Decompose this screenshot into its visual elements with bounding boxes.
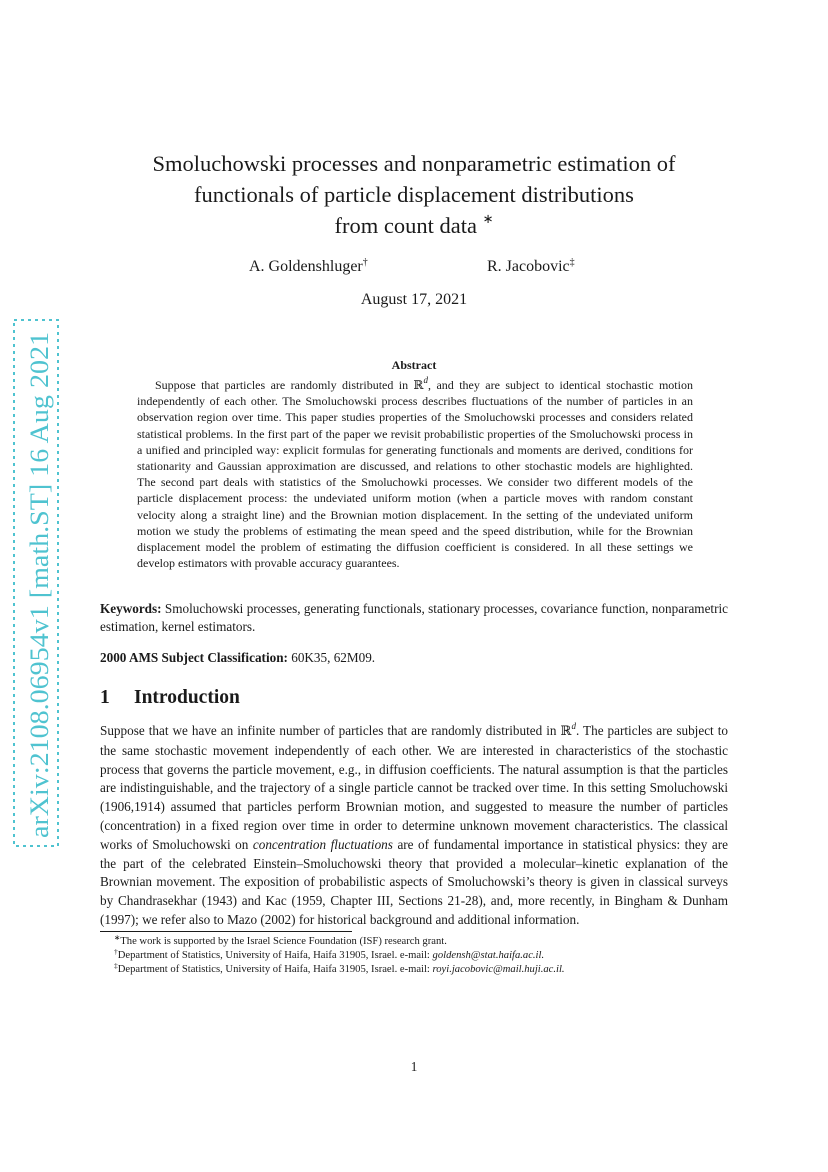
- arxiv-stamp-text: arXiv:2108.06954v1 [math.ST] 16 Aug 2021: [24, 359, 54, 838]
- footnote-mark: ‡: [114, 961, 118, 971]
- ams-classification: [100, 649, 728, 667]
- footnote-text: The work is supported by the Israel Science Foundation (ISF) research grant.: [120, 936, 447, 947]
- keywords: [100, 600, 728, 636]
- abstract-text-2: , and they are subject to identical stochastic motion independently of each other. The Smoluchowski process describes fluctuations of the number of particles in an observation region over time. This paper studies properties of the Smoluchowski processes and considers related statistical problems. In the first part of the paper we revisit probabilistic properties of the Smoluchowski process in a unified and principled way: explicit formulas for generating functionals and moments are derived, conditions for stationarity and Gaussian approximation are discussed, and relations to other stochastic models are highlighted. The second part deals with statistics of the Smoluchowki processes. We consider two different models of the particle displacement process: the undeviated uniform motion (when a particle moves with random constant velocity along a straight line) and the Brownian motion displacement. In the setting of the undeviated uniform motion we study the problems of estimating the mean speed and the speed distribution, while for the Brownian displacement model the problem of estimating the diffusion coefficient is considered. In all these settings we develop estimators with provable accuracy guarantees.: [137, 378, 693, 571]
- arxiv-stamp-graphic: [12, 318, 62, 848]
- intro-text-3: are of fundamental importance in statistical physics: they are the part of the celebrated Einstein–Smoluchowski theory that provided a molecular–kinetic explanation of the Brownian movement. The exposition of probabilistic aspects of Smoluchowski’s theory is given in classical surveys by Chandrasekhar (1943) and Kac (1959, Chapter III, Sections 21-28), and, more recently, in Bingham & Dunham (1997); we refer also to Mazo (2002) for historical background and additional information.: [100, 836, 728, 927]
- footnote-mark: †: [114, 947, 118, 957]
- footnote-email: goldensh@stat.haifa.ac.il.: [432, 950, 545, 962]
- title-line-3: [100, 210, 728, 241]
- section-number: 1: [100, 687, 110, 708]
- keywords-label: Keywords:: [100, 601, 162, 616]
- abstract-body: [137, 377, 693, 571]
- real-space-symbol: ℝ: [413, 378, 424, 392]
- author-name: A. Goldenshluger: [249, 258, 363, 275]
- title-footnote-mark: ∗: [482, 211, 494, 226]
- arxiv-stamp: [12, 318, 62, 848]
- footnotes: [100, 935, 728, 978]
- title-line-3-text: from count data: [334, 213, 477, 238]
- author-jacobovic: [487, 258, 575, 276]
- intro-emphasis: concentration fluctuations: [252, 836, 393, 852]
- intro-text-1: Suppose that we have an infinite number of particles that are randomly distributed in: [100, 723, 561, 738]
- footnote-text: Department of Statistics, University of Haifa, Haifa 31905, Israel. e-mail:: [117, 950, 433, 962]
- author-name: R. Jacobovic: [487, 258, 570, 275]
- title-line-1: Smoluchowski processes and nonparametric estimation of: [152, 151, 676, 176]
- author-footnote-mark: ‡: [569, 257, 575, 268]
- footnote-goldenshluger: [100, 949, 728, 963]
- ams-label: 2000 AMS Subject Classification:: [100, 650, 288, 665]
- keywords-text: Smoluchowski processes, generating functionals, stationary processes, covariance function, nonparametric estimation, kernel estimators.: [100, 601, 728, 634]
- footnote-funding: [100, 935, 728, 949]
- author-footnote-mark: †: [362, 257, 368, 268]
- abstract-text-1: Suppose that particles are randomly distributed in: [155, 378, 414, 392]
- dimension-exponent: d: [423, 375, 429, 385]
- paper-title: [100, 148, 728, 241]
- introduction-paragraph: [100, 722, 728, 930]
- footnote-mark: ∗: [114, 933, 121, 942]
- ams-codes: 60K35, 62M09.: [291, 650, 376, 665]
- real-space-symbol: ℝ: [560, 724, 572, 739]
- footnote-jacobovic: [100, 963, 728, 977]
- dimension-exponent: d: [571, 721, 576, 731]
- title-line-2: functionals of particle displacement distributions: [194, 182, 634, 207]
- author-goldenshluger: [249, 258, 368, 276]
- abstract-heading: Abstract: [391, 358, 437, 372]
- section-title: Introduction: [134, 687, 240, 708]
- footnote-email: royi.jacobovic@mail.huji.ac.il.: [432, 964, 565, 976]
- footnote-text: Department of Statistics, University of Haifa, Haifa 31905, Israel. e-mail:: [117, 964, 433, 976]
- intro-text-2: . The particles are subject to the same stochastic movement independently of each other. We are interested in characteristics of the stochastic process that governs the particle movement, e.g., in diffusion coefficients. The natural assumption is that the particles are indistinguishable, and the trajectory of a single particle cannot be tracked over time. In this setting Smoluchowski (1906,1914) assumed that particles perform Brownian motion, and suggested to measure the number of particles (concentration) in a fixed region over time in order to determine unknown movement characteristics. The classical works of Smoluchowski on: [100, 723, 728, 852]
- page-number: 1: [410, 1059, 418, 1074]
- footnote-rule: [100, 931, 352, 932]
- paper-date: August 17, 2021: [360, 291, 468, 308]
- section-heading-introduction: [100, 687, 240, 709]
